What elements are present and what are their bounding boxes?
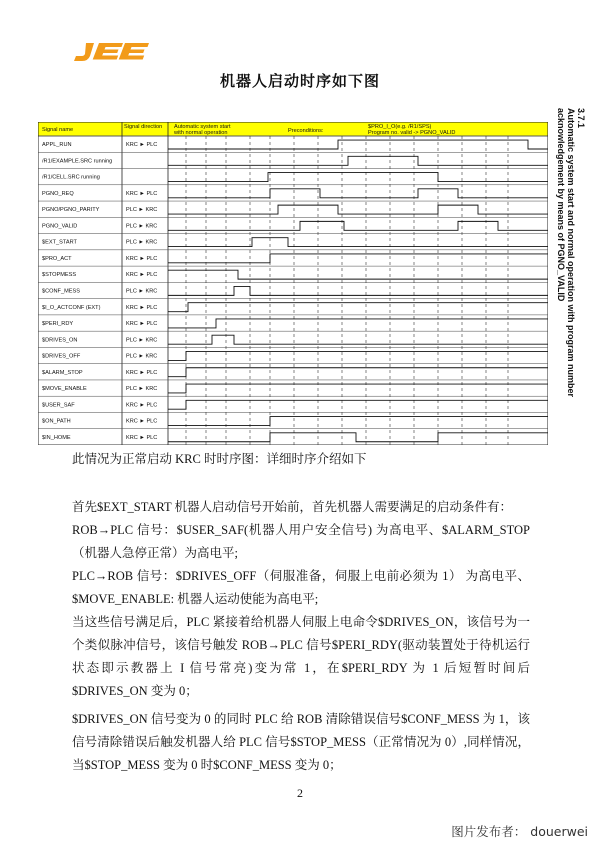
header-signal-name: Signal name bbox=[42, 127, 74, 133]
chart-caption: 此情况为正常启动 KRC 时时序图：详细时序介绍如下 bbox=[72, 452, 367, 466]
signal-direction: KRC ► PLC bbox=[126, 304, 158, 311]
header-signal-direction: Signal direction bbox=[124, 124, 163, 130]
body-paragraph: $DRIVES_ON 信号变为 0 的同时 PLC 给 ROB 清除错误信号$CONF_MESS 为 1，该信号清除错误后触发机器人给 PLC 信号$STOP_MESS（正常情况为 0）,同样情况，当$STOP_MESS 变为 0 时$CONF_MESS 变为 0； bbox=[72, 712, 530, 772]
watermark: 图片发布者： douerwei bbox=[451, 824, 588, 839]
signal-name: APPL_RUN bbox=[42, 142, 72, 149]
signal-name: $DRIVES_ON bbox=[42, 337, 78, 344]
body-paragraph: 当这些信号满足后，PLC 紧接着给机器人伺服上电命令$DRIVES_ON，该信号为一个类似脉冲信号，该信号触发 ROB→PLC 信号$PERI_RDY(驱动装置处于待机运行状态即示教器上 I 信号常亮)变为常 1，在$PERI_RDY 为 1 后短暂时间后$DRIVES_ON 变为 0； bbox=[72, 615, 530, 698]
signal-direction: KRC ► PLC bbox=[126, 434, 158, 441]
signal-name: $EXT_START bbox=[42, 239, 77, 246]
signal-name: $CONF_MESS bbox=[42, 288, 80, 295]
signal-direction: PLC ► KRC bbox=[126, 337, 158, 344]
signal-direction: KRC ► PLC bbox=[126, 418, 158, 425]
body-section-1 bbox=[72, 496, 530, 703]
body-section-2 bbox=[72, 708, 530, 777]
page-number: 2 bbox=[297, 786, 303, 800]
signal-name: PGNO/PGNO_PARITY bbox=[42, 207, 100, 214]
signal-direction: KRC ► PLC bbox=[126, 402, 158, 409]
body-paragraph: 首先$EXT_START 机器人启动信号开始前，首先机器人需要满足的启动条件有： bbox=[72, 500, 513, 514]
body-paragraph: ROB→PLC 信号：$USER_SAF(机器人用户安全信号) 为高电平、$ALARM_STOP（机器人急停正常）为高电平; bbox=[72, 523, 530, 560]
header-spro: $PRO_I_O(e.g. /R1/SPS) bbox=[368, 124, 432, 130]
body-paragraph: PLC→ROB 信号：$DRIVES_OFF（伺服准备，伺服上电前必须为 1） 为高电平、$MOVE_ENABLE: 机器人运动使能为高电平; bbox=[72, 569, 530, 606]
header-preconditions: Preconditions: bbox=[288, 128, 324, 134]
page-title: 机器人启动时序如下图 bbox=[219, 72, 380, 90]
signal-direction: PLC ► KRC bbox=[126, 207, 158, 214]
signal-direction: PLC ► KRC bbox=[126, 239, 158, 246]
section-description: Automatic system start and normal operation with program number acknowledgement by means of PGNO_VALID bbox=[556, 108, 576, 398]
signal-direction: PLC ► KRC bbox=[126, 288, 158, 295]
header-system-start: Automatic system start bbox=[174, 124, 231, 130]
signal-direction: KRC ► PLC bbox=[126, 321, 158, 328]
signal-name: $DRIVES_OFF bbox=[42, 353, 81, 360]
signal-name: $MOVE_ENABLE bbox=[42, 386, 87, 393]
signal-direction: PLC ► KRC bbox=[126, 386, 158, 393]
signal-name: $IN_HOME bbox=[42, 434, 71, 441]
signal-name: $I_O_ACTCONF (EXT) bbox=[42, 304, 101, 311]
signal-direction: KRC ► PLC bbox=[126, 369, 158, 376]
signal-name: /R1/EXAMPLE.SRC running bbox=[42, 158, 113, 165]
signal-name: $ON_PATH bbox=[42, 418, 71, 425]
signal-direction: KRC ► PLC bbox=[126, 142, 158, 149]
signal-name: PGNO_REQ bbox=[42, 190, 74, 197]
signal-direction: KRC ► PLC bbox=[126, 190, 158, 197]
header-system-start-sub: with normal operation bbox=[174, 130, 228, 136]
signal-name: $ALARM_STOP bbox=[42, 369, 83, 376]
signal-direction: KRC ► PLC bbox=[126, 272, 158, 279]
signal-name: $PRO_ACT bbox=[42, 255, 72, 262]
signal-name: $PERI_RDY bbox=[42, 321, 74, 328]
section-number: 3.7.1 bbox=[576, 108, 586, 129]
signal-direction: PLC ► KRC bbox=[126, 223, 158, 230]
signal-name: $STOPMESS bbox=[42, 272, 77, 279]
signal-name: /R1/CELL.SRC running bbox=[42, 174, 100, 181]
signal-direction: PLC ► KRC bbox=[126, 353, 158, 360]
signal-name: PGNO_VALID bbox=[42, 223, 78, 230]
timing-diagram bbox=[38, 122, 548, 445]
signal-name: $USER_SAF bbox=[42, 402, 75, 409]
jee-logo bbox=[72, 40, 152, 64]
header-spro-sub: Program no. valid -> PGNO_VALID bbox=[368, 130, 456, 136]
signal-direction: KRC ► PLC bbox=[126, 255, 158, 262]
side-section-note bbox=[556, 108, 586, 448]
